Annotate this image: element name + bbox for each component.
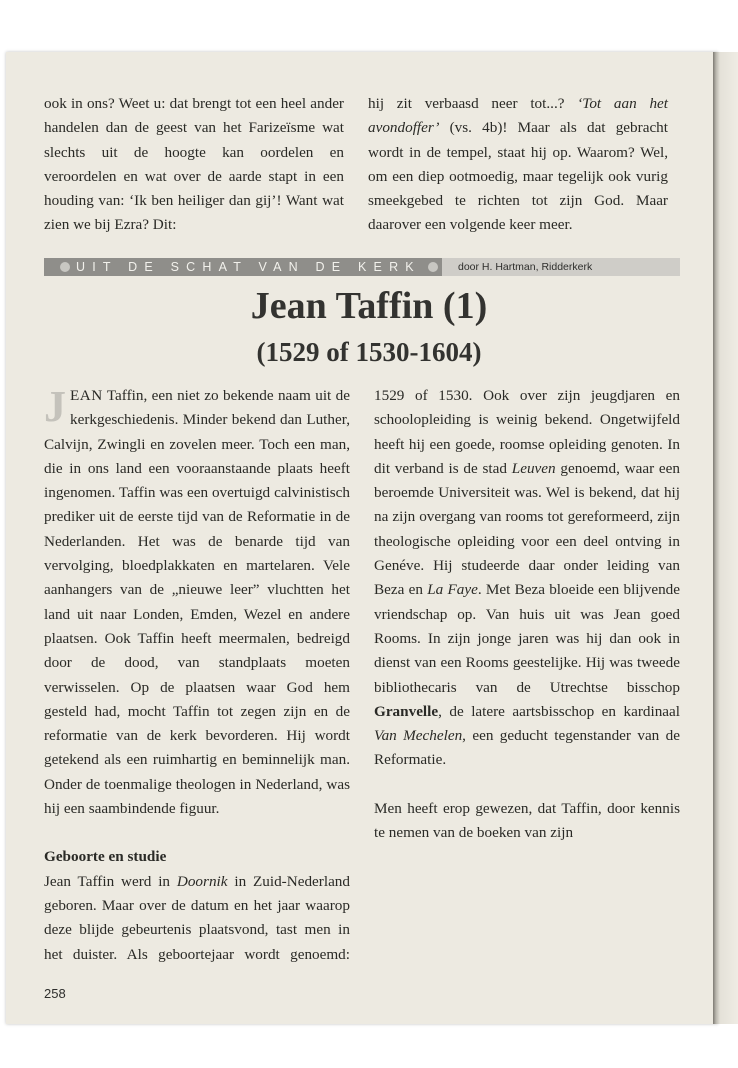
page-binding: [713, 52, 738, 1024]
drop-cap: J: [44, 382, 66, 431]
section-banner: [44, 258, 680, 276]
quote-avondoffer: ‘Tot aan het avondoffer’: [368, 95, 668, 137]
page-number: 258: [44, 986, 66, 1001]
banner-dot-icon: [60, 262, 70, 272]
top-left-column: [44, 92, 344, 238]
continued-text-right: hij zit verbaasd neer tot...? ‘Tot aan het avondoffer’ (vs. 4b)! Maar als dat gebracht wordt in de tempel, staat hij op. Waarom? Wel, om een diep ootmoedig, maar tegelijk ook vurig smeekgebed te richten tot zijn God. Maar daarover een volgende keer meer.: [368, 95, 668, 234]
intro-paragraph: JEAN Taffin, een niet zo bekende naam uit de kerkgeschiedenis. Minder bekend dan Luther, Calvijn, Zwingli en zovelen meer. Toch een man, die in ons land een vooraanstaande plaats heeft ingenomen. Taffin was een overtuigd calvinistisch prediker uit de eerste tijd van de Reformatie in de Nederlanden. Het was de benarde tijd van vervolging, bloedplakkaten en martelaren. Vele aanhangers van de „nieuwe leer” vluchtten het land uit naar Londen, Emden, Wezel en andere plaatsen. Ook Taffin heeft meermalen, bedreigd door de dood, van standplaats moeten verwisselen. Op de plaatsen waar God hem gesteld had, mocht Taffin tot zegen zijn en de reformatie van de kerk bevorderen. Hij wordt getekend als een ruimhartig en beminnelijk man. Onder de toenmalige theologen in Nederland, was hij een saambindende figuur.: [44, 382, 350, 818]
continued-text-left: ook in ons? Weet u: dat brengt tot een heel ander handelen dan de geest van het Farizeïsme wat slechts uit de hoogte kan oordelen en veroordelen en wat over de aarde stapt in een houding van: ‘Ik ben heiliger dan gij’! Want wat zien we bij Ezra? Dit:: [44, 95, 344, 234]
section-label: UIT DE SCHAT VAN DE KERK: [44, 258, 442, 276]
article-subtitle: (1529 of 1530-1604): [256, 337, 482, 367]
article-title: Jean Taffin (1): [250, 285, 488, 327]
top-right-column: [368, 92, 668, 238]
banner-dot-icon: [428, 262, 438, 272]
section-heading: Geboorte en studie: [44, 848, 167, 866]
article-left-column: [44, 384, 680, 976]
author-byline: door H. Hartman, Ridderkerk: [442, 258, 680, 276]
closing-paragraph: Men heeft erop gewezen, dat Taffin, door kennis te nemen van de boeken van zijn: [374, 799, 680, 842]
birth-paragraph-start: Jean Taffin werd in Doornik in Zuid-Nederland geboren. Maar over de datum en het jaar waarop deze blijde gebeurtenis plaatsvond, tast men in het duister. Als geboortejaar wordt genoemd: 1529 of 1530. Ook over zijn jeugdjaren en schoolopleiding is weinig bekend. Ongetwijfeld heeft hij een goede, roomse opleiding genoten. In dit verband is de stad Leuven genoemd, waar een beroemde Universiteit was. Wel is bekend, dat hij na zijn overgang van rooms tot gereformeerd, zijn theologische opleiding voor een deel ontving in Genéve. Hij studeerde daar onder leiding van Beza en La Faye. Met Beza bloeide een blijvende vriendschap op. Van huis uit was Jean goed Rooms. In zijn jonge jaren was hij dan ook in dienst van een Rooms geestelijke. Hij was tweede bibliothecaris van de Utrechtse bisschop Granvelle, de latere aartsbisschop en kardinaal Van Mechelen, een geducht tegenstander van de Reformatie.: [44, 387, 681, 963]
